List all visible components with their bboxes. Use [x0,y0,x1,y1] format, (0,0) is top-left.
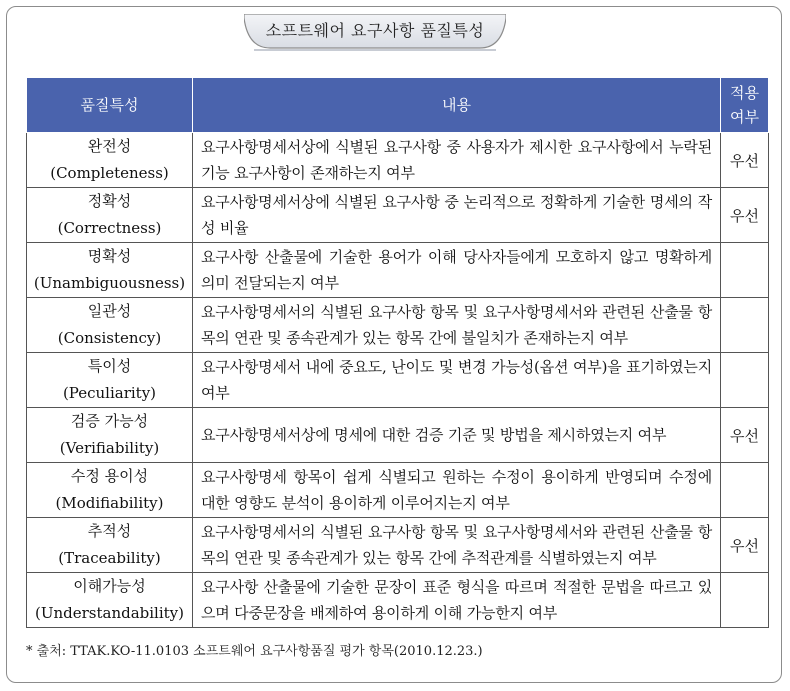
apply-cell: 우선 [721,133,769,188]
attribute-english: (Traceability) [58,549,161,567]
attribute-cell [27,133,193,188]
attribute-english: (Modifiability) [55,494,164,512]
description-cell: 요구사항 산출물에 기술한 문장이 표준 형식을 따르며 적절한 문법을 따르고 있으며 다중문장을 배제하여 용이하게 이해 가능한지 여부 [193,573,721,628]
description-cell: 요구사항명세 항목이 쉽게 식별되고 원하는 수정이 용이하게 반영되며 수정에 대한 영향도 분석이 용이하게 이루어지는지 여부 [193,463,721,518]
attribute-korean: 명확성 [87,247,132,265]
table-row [27,463,769,518]
table-row [27,298,769,353]
attribute-cell [27,408,193,463]
attribute-korean: 특이성 [87,357,132,375]
attribute-english: (Peculiarity) [62,384,157,402]
attribute-korean: 일관성 [87,302,132,320]
attribute-english: (Correctness) [57,219,162,237]
apply-cell [721,463,769,518]
table-row [27,353,769,408]
header-attribute: 품질특성 [27,78,193,133]
apply-cell: 우선 [721,188,769,243]
apply-cell: 우선 [721,408,769,463]
attribute-korean: 추적성 [87,522,132,540]
attribute-korean: 수정 용이성 [70,467,149,485]
apply-cell [721,298,769,353]
table-header-row [27,78,769,133]
description-cell: 요구사항 산출물에 기술한 용어가 이해 당사자들에게 모호하지 않고 명확하게 의미 전달되는지 여부 [193,243,721,298]
description-cell: 요구사항명세서상에 명세에 대한 검증 기준 및 방법을 제시하였는지 여부 [193,408,721,463]
attribute-cell [27,188,193,243]
attribute-cell [27,573,193,628]
apply-cell [721,243,769,298]
description-cell: 요구사항명세서상에 식별된 요구사항 중 논리적으로 정확하게 기술한 명세의 작성 비율 [193,188,721,243]
attribute-korean: 완전성 [87,137,132,155]
attribute-english: (Verifiability) [59,439,160,457]
attribute-english: (Understandability) [34,604,185,622]
apply-cell [721,353,769,408]
attribute-korean: 검증 가능성 [70,412,149,430]
apply-cell: 우선 [721,518,769,573]
description-cell: 요구사항명세서상에 식별된 요구사항 중 사용자가 제시한 요구사항에서 누락된 기능 요구사항이 존재하는지 여부 [193,133,721,188]
table-row [27,243,769,298]
quality-attributes-table [26,77,769,628]
table-row [27,133,769,188]
description-cell: 요구사항명세서의 식별된 요구사항 항목 및 요구사항명세서와 관련된 산출물 항목의 연관 및 종속관계가 있는 항목 간에 불일치가 존재하는지 여부 [193,298,721,353]
table-row [27,408,769,463]
table-row [27,573,769,628]
attribute-korean: 정확성 [87,192,132,210]
source-note: * 출처: TTAK.KO-11.0103 소프트웨어 요구사항품질 평가 항목(2010.12.23.) [26,644,483,659]
attribute-english: (Unambiguousness) [33,274,186,292]
attribute-cell [27,243,193,298]
apply-cell [721,573,769,628]
description-cell: 요구사항명세서의 식별된 요구사항 항목 및 요구사항명세서와 관련된 산출물 항목의 연관 및 종속관계가 있는 항목 간에 추적관계를 식별하였는지 여부 [193,518,721,573]
header-apply: 적용 여부 [721,78,769,133]
page-title: 소프트웨어 요구사항 품질특성 [265,21,485,40]
attribute-english: (Completeness) [50,164,169,182]
attribute-cell [27,298,193,353]
title-tab [244,14,506,52]
attribute-cell [27,353,193,408]
attribute-korean: 이해가능성 [73,577,146,595]
attribute-cell [27,463,193,518]
attribute-english: (Consistency) [57,329,162,347]
description-cell: 요구사항명세서 내에 중요도, 난이도 및 변경 가능성(옵션 여부)을 표기하였는지 여부 [193,353,721,408]
header-content: 내용 [193,78,721,133]
table-row [27,188,769,243]
table-row [27,518,769,573]
attribute-cell [27,518,193,573]
